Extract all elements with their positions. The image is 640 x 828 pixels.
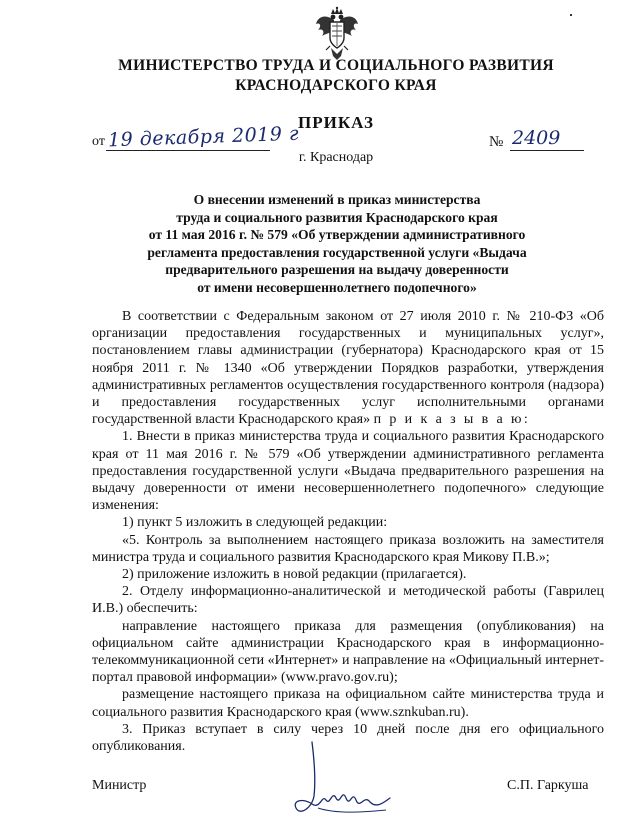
ministry-line-2: КРАСНОДАРСКОГО КРАЯ <box>235 77 437 94</box>
ministry-line-1: МИНИСТЕРСТВО ТРУДА И СОЦИАЛЬНОГО РАЗВИТИЯ <box>118 57 554 74</box>
subject-line-5: предварительного разрешения на выдачу доверенности <box>165 262 509 278</box>
city: г. Краснодар <box>298 150 374 165</box>
preamble-text: В соответствии с Федеральным законом от 27 июля 2010 г. № 210-ФЗ «Об организации предоставления государственных и муниципальных услуг», постановлением главы администрации (губернатора) Краснодарского края от 15 ноября 2011 г. № 1340 «Об утверждении Порядков разработки, утверждения административных регламентов осуществления государственного контроля (надзора) и предоставления государственных услуг исполнительными органами государственной власти Краснодарского края» <box>92 309 604 428</box>
subject-line-6: от имени несовершеннолетнего подопечного» <box>197 279 477 295</box>
subject-line-1: О внесении изменений в приказ министерства <box>193 192 481 207</box>
paragraph-2: 2. Отделу информационно-аналитической и методической работы (Гаврилец И.В.) обеспечить: <box>92 584 604 617</box>
handwritten-number: 2409 <box>512 127 561 149</box>
subject-line-3: от 11 мая 2016 г. № 579 «Об утверждении административного <box>148 227 526 243</box>
number-prefix: № <box>489 134 504 150</box>
paragraph-1-sub-2: 2) приложение изложить в новой редакции (прилагается). <box>122 567 467 583</box>
order-body <box>92 308 604 755</box>
paragraph-2-item-1: направление настоящего приказа для размещения (опубликования) на официальном сайте администрации Краснодарского края в информационно-телекоммуникационной сети «Интернет» и направление на «Официальный интернет-портал правовой информации» (www.pravo.gov.ru); <box>92 618 604 686</box>
coat-of-arms-icon <box>314 6 360 62</box>
order-subject <box>96 191 578 297</box>
date-prefix: от <box>92 134 105 149</box>
paragraph-1: 1. Внести в приказ министерства труда и социального развития Краснодарского края от 11 мая 2016 г. № 579 «Об утверждении административного регламента предоставления государственной услуги «Выдача предварительного разрешения на выдачу доверенности от имени несовершеннолетнего подопечного» следующие изменения: <box>92 429 604 514</box>
document-type: ПРИКАЗ <box>298 113 374 132</box>
signatory-name: С.П. Гаркуша <box>507 778 589 793</box>
preamble-paragraph <box>92 308 604 428</box>
signatory-position: Министр <box>92 778 147 793</box>
handwritten-signature <box>290 738 400 824</box>
scan-speck <box>570 14 572 16</box>
paragraph-1-sub-1: 1) пункт 5 изложить в следующей редакции: <box>122 515 388 531</box>
subject-line-4: регламента предоставления государственной услуги «Выдача <box>147 244 527 260</box>
ministry-name <box>80 56 592 96</box>
orders-word: п р и к а з ы в а ю: <box>373 412 531 428</box>
paragraph-2-item-2: размещение настоящего приказа на официальном сайте министерства труда и социального развития Краснодарского края (www.sznkuban.ru). <box>92 687 604 720</box>
paragraph-3: 3. Приказ вступает в силу через 10 дней после дня его официального опубликования. <box>92 721 604 755</box>
paragraph-1-quote: «5. Контроль за выполнением настоящего приказа возложить на заместителя министра труда и социального развития Краснодарского края Микову П.В.»; <box>92 532 604 565</box>
handwritten-date: 19 декабря 2019 г <box>107 122 300 152</box>
subject-line-2: труда и социального развития Краснодарского края <box>176 209 498 225</box>
